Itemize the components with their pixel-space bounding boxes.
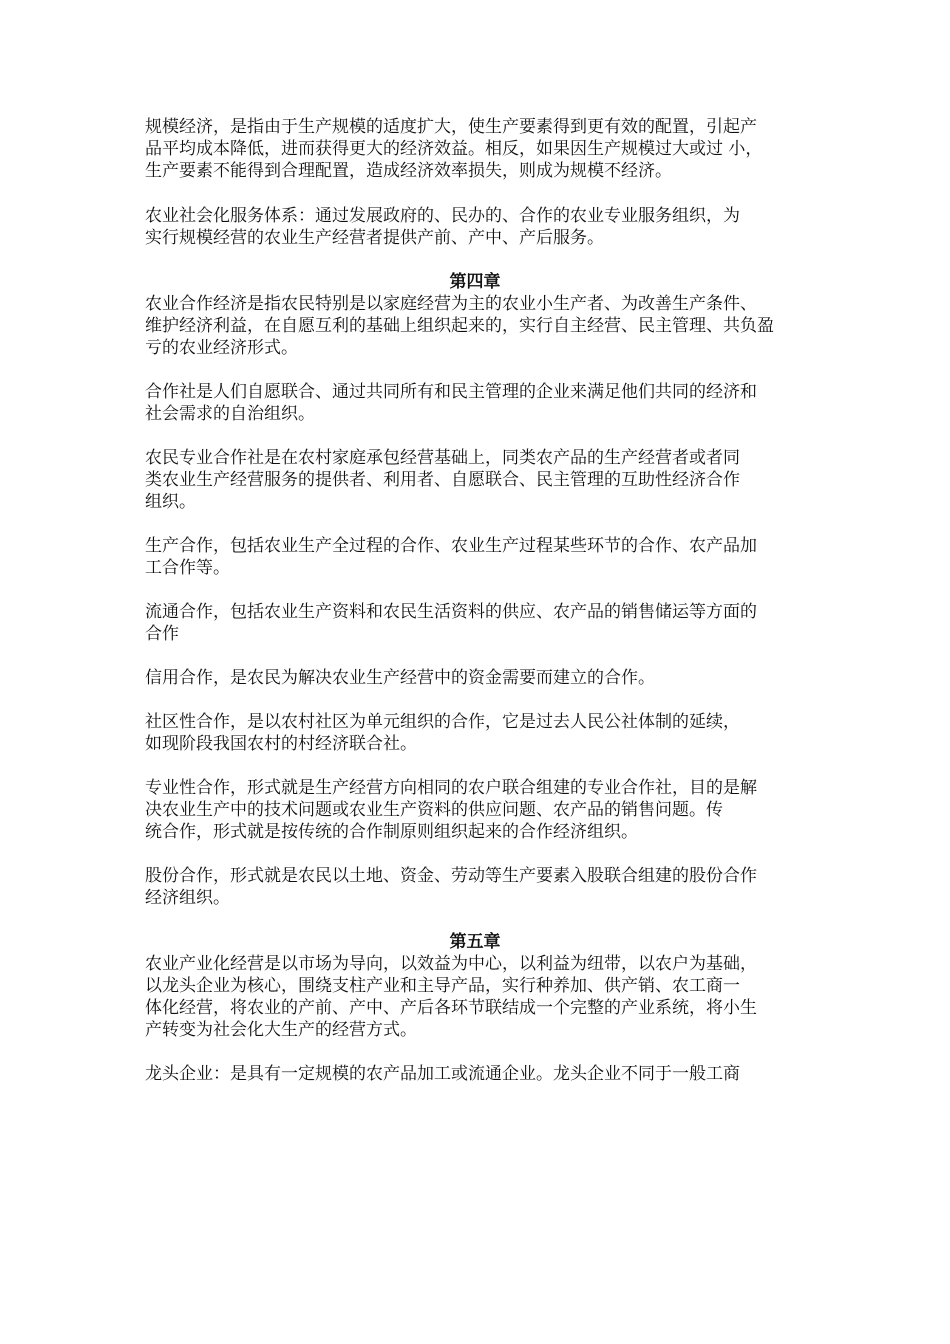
chapter-4-heading: 第四章 <box>449 272 501 292</box>
text-line: 类农业生产经营服务的提供者、利用者、自愿联合、民主管理的互助性经济合作 <box>145 470 740 490</box>
text-line: 龙头企业：是具有一定规模的农产品加工或流通企业。龙头企业不同于一般工商 <box>145 1064 740 1084</box>
paragraph-socialized-service-system <box>145 205 815 249</box>
text-line: 农业合作经济是指农民特别是以家庭经营为主的农业小生产者、为改善生产条件、 <box>145 294 757 314</box>
text-line: 农业社会化服务体系：通过发展政府的、民办的、合作的农业专业服务组织，为 <box>145 206 740 226</box>
text-line: 合作 <box>145 624 179 644</box>
text-line: 信用合作，是农民为解决农业生产经营中的资金需要而建立的合作。 <box>145 668 655 688</box>
text-line: 生产要素不能得到合理配置，造成经济效率损失，则成为规模不经济。 <box>145 161 672 181</box>
chapter-5-heading: 第五章 <box>449 932 501 952</box>
paragraph-circulation-cooperation <box>145 601 815 645</box>
text-line: 股份合作，形式就是农民以土地、资金、劳动等生产要素入股联合组建的股份合作 <box>145 866 757 886</box>
text-line: 农业产业化经营是以市场为导向，以效益为中心，以利益为纽带，以农户为基础， <box>145 954 757 974</box>
text-line: 专业性合作，形式就是生产经营方向相同的农户联合组建的专业合作社，目的是解 <box>145 778 757 798</box>
text-line: 决农业生产中的技术问题或农业生产资料的供应问题、农产品的销售问题。传 <box>145 800 723 820</box>
paragraph-farmer-cooperative <box>145 447 815 513</box>
text-line: 如现阶段我国农村的村经济联合社。 <box>145 734 417 754</box>
text-line: 流通合作，包括农业生产资料和农民生活资料的供应、农产品的销售储运等方面的 <box>145 602 757 622</box>
text-line: 生产合作，包括农业生产全过程的合作、农业生产过程某些环节的合作、农产品加 <box>145 536 757 556</box>
text-line: 统合作，形式就是按传统的合作制原则组织起来的合作经济组织。 <box>145 822 638 842</box>
text-line: 品平均成本降低，进而获得更大的经济效益。相反，如果因生产规模过大或过 小， <box>145 139 763 159</box>
text-line: 经济组织。 <box>145 888 230 908</box>
paragraph-cooperative-economy <box>145 293 815 359</box>
paragraph-shareholding-cooperation <box>145 865 815 909</box>
text-line: 以龙头企业为核心，围绕支柱产业和主导产品，实行种养加、供产销、农工商一 <box>145 976 740 996</box>
text-line: 实行规模经营的农业生产经营者提供产前、产中、产后服务。 <box>145 228 604 248</box>
text-line: 产转变为社会化大生产的经营方式。 <box>145 1020 417 1040</box>
text-line: 组织。 <box>145 492 196 512</box>
text-line: 合作社是人们自愿联合、通过共同所有和民主管理的企业来满足他们共同的经济和 <box>145 382 757 402</box>
paragraph-credit-cooperation <box>145 667 815 689</box>
text-line: 社区性合作，是以农村社区为单元组织的合作，它是过去人民公社体制的延续， <box>145 712 740 732</box>
paragraph-leading-enterprise <box>145 1063 815 1085</box>
paragraph-community-cooperation <box>145 711 815 755</box>
paragraph-specialized-cooperation <box>145 777 815 843</box>
text-line: 规模经济，是指由于生产规模的适度扩大，使生产要素得到更有效的配置，引起产 <box>145 117 757 137</box>
text-line: 体化经营，将农业的产前、产中、产后各环节联结成一个完整的产业系统，将小生 <box>145 998 757 1018</box>
paragraph-production-cooperation <box>145 535 815 579</box>
text-line: 亏的农业经济形式。 <box>145 338 298 358</box>
paragraph-economies-of-scale <box>145 116 815 182</box>
text-line: 维护经济利益，在自愿互利的基础上组织起来的，实行自主经营、民主管理、共负盈 <box>145 316 774 336</box>
text-line: 农民专业合作社是在农村家庭承包经营基础上，同类农产品的生产经营者或者同 <box>145 448 740 468</box>
text-line: 工合作等。 <box>145 558 230 578</box>
text-line: 社会需求的自治组织。 <box>145 404 315 424</box>
paragraph-cooperative-definition <box>145 381 815 425</box>
paragraph-industrialized-operation <box>145 953 815 1041</box>
